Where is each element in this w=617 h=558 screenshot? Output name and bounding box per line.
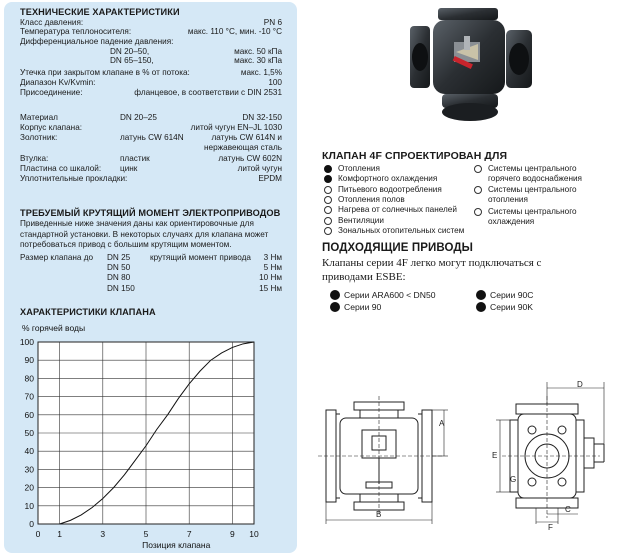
y-tick-label: 20 [24,482,34,493]
y-tick-label: 80 [24,373,34,384]
application-item: Нагрева от солнечных панелей [338,205,457,215]
x-tick-label: 3 [100,529,106,539]
tech-row-label: Материал [20,113,58,122]
application-item: Комфортного охлаждения [338,174,438,184]
torque-row-size: DN 150 [107,284,135,293]
tech-row-label: DN 20–50, [110,47,150,56]
chart-title: ХАРАКТЕРИСТИКИ КЛАПАНА [20,307,156,317]
bullet-icon [476,290,486,300]
tech-row-value: цинк [120,164,138,173]
tech-row-value-2: DN 32-150 [242,113,282,122]
drive-item: Серии 90K [490,302,534,312]
drives-text-line: Клапаны серии 4F легко могут подключаться с [322,257,542,269]
tech-row-value: 100 [268,78,282,87]
designed-title: КЛАПАН 4F СПРОЕКТИРОВАН ДЛЯ [322,150,508,162]
tech-row [20,133,282,143]
application-item: отопления [488,195,528,204]
tech-row-value: фланцевое, в соответствии с DIN 2531 [134,88,282,97]
y-tick-label: 30 [24,464,34,475]
tech-row-label: Втулка: [20,154,49,163]
tech-row-value: пластик [120,154,150,163]
tech-row [20,174,282,184]
tech-title: ТЕХНИЧЕСКИЕ ХАРАКТЕРИСТИКИ [20,7,180,17]
tech-row [20,154,282,164]
front-view-drawing [318,396,456,528]
drive-item: Серии ARA600 < DN50 [344,290,436,300]
x-tick-label: 7 [186,529,192,539]
torque-row-label: Размер клапана до [20,253,94,262]
drive-item: Серии 90 [344,302,382,312]
tech-row-value: макс. 110 °С, мин. -10 °С [187,27,282,36]
drives-text-line: приводами ESBE: [322,271,406,283]
application-item: Системы центрального [488,185,577,194]
tech-row-value: латунь CW 614N [120,133,184,142]
torque-row-value: 5 Нм [263,263,282,272]
tech-row [20,88,282,98]
tech-row-label: DN 65–150, [110,56,154,65]
tech-row-label: Пластина со шкалой: [20,164,102,173]
valve-photo [398,6,548,124]
application-item: Системы центрального [488,207,577,216]
tech-row [20,27,282,37]
radio-icon [324,206,332,214]
y-tick-label: 10 [24,500,34,511]
radio-icon [474,165,482,173]
tech-row [20,78,282,88]
torque-row-value: 15 Нм [259,284,282,293]
y-tick-label: 60 [24,409,34,420]
torque-row-caption: крутящий момент привода [150,253,251,262]
tech-row [20,113,282,123]
drives-title: ПОДХОДЯЩИЕ ПРИВОДЫ [322,242,473,254]
y-tick-label: 40 [24,446,34,457]
dim-label: C [565,505,571,514]
tech-row [20,37,282,47]
tech-row-value: макс. 30 кПа [234,56,282,65]
tech-row-value: DN 20–25 [120,113,157,122]
tech-row [20,123,282,133]
tech-row-value: макс. 50 кПа [234,47,282,56]
tech-row [20,164,282,174]
x-tick-label: 5 [143,529,149,539]
drive-item: Серии 90C [490,290,534,300]
torque-row-value: 10 Нм [259,273,282,282]
radio-icon [324,196,332,204]
radio-icon [474,208,482,216]
application-item: Питьевого водоотребления [338,184,442,194]
dim-label: E [492,451,498,460]
tech-row-value-2: латунь CW 602N [218,154,282,163]
bullet-icon [476,302,486,312]
tech-row [110,56,282,66]
x-tick-label: 0 [35,529,41,539]
tech-row-label: Уплотнительные прокладки: [20,174,128,183]
tech-row-label: Золотник: [20,133,58,142]
drives-text [322,256,541,284]
torque-row-value: 3 Нм [263,253,282,262]
torque-row-size: DN 25 [107,253,131,262]
radio-icon [324,217,332,225]
torque-line: Приведенные ниже значения даны как ориентировочные для [20,219,254,228]
valve-characteristic-chart [6,318,294,550]
x-tick-label: 10 [249,529,259,539]
y-tick-label: 70 [24,391,34,402]
application-item: охлаждения [488,217,535,226]
radio-icon [324,175,332,183]
tech-row-label: Диапазон Kv/Kvmin: [20,78,96,87]
tech-row-value: нержавеющая сталь [204,143,282,152]
bullet-icon [330,302,340,312]
application-item: Вентиляции [338,215,384,225]
tech-row-value-2: литой чугун [237,164,282,173]
application-item: Отопления [338,164,380,173]
torque-title: ТРЕБУЕМЫЙ КРУТЯЩИЙ МОМЕНТ ЭЛЕКТРОПРИВОДОВ [20,208,281,218]
tech-row-value-2: латунь CW 614N и [211,133,282,142]
tech-row-value: литой чугун EN–JL 1030 [190,123,282,132]
torque-line: потребоваться привод с большим крутящим моментом. [20,240,232,249]
dim-label: D [577,380,583,389]
radio-icon [324,186,332,194]
torque-line: стандартной установки. В некоторых случаях для клапана может [20,229,269,239]
tech-row-label: Присоединение: [20,88,83,97]
y-tick-label: 50 [24,428,34,438]
torque-row [20,253,282,263]
torque-row-size: DN 50 [107,263,131,272]
application-item: Зональных отопительных систем [338,225,465,235]
bullet-icon [330,290,340,300]
tech-row-value: макс. 1,5% [240,68,282,77]
y-axis-label: % горячей воды [22,323,86,333]
tech-row-value: EPDM [258,174,282,183]
radio-icon [324,227,332,235]
y-tick-label: 0 [29,519,34,529]
application-item: Системы центрального [488,164,577,173]
y-tick-label: 90 [24,355,34,366]
x-tick-label: 1 [57,529,62,539]
torque-row-size: DN 80 [107,273,131,282]
application-item: Отопления полов [338,194,405,204]
side-view-drawing [492,378,614,530]
dim-label: G [510,475,517,484]
tech-row-value: PN 6 [263,18,282,27]
dim-label: F [548,523,553,530]
dim-label: B [376,510,382,519]
radio-icon [324,165,332,173]
tech-row-label: Корпус клапана: [20,123,83,132]
application-item: горячего водоснабжения [488,174,582,183]
dim-label: A [439,419,445,428]
tech-row-label: Класс давления: [20,18,84,27]
tech-row-label: Дифференциальное падение давления: [20,37,174,46]
torque-description [20,219,290,251]
x-tick-label: 9 [230,529,235,539]
tech-row-label: Утечка при закрытом клапане в % от потока: [20,68,190,77]
tech-row [20,68,282,78]
y-tick-label: 100 [19,337,34,347]
x-axis-label: Позиция клапана [142,540,211,550]
radio-icon [474,186,482,194]
tech-row-label: Температура теплоносителя: [20,27,132,36]
